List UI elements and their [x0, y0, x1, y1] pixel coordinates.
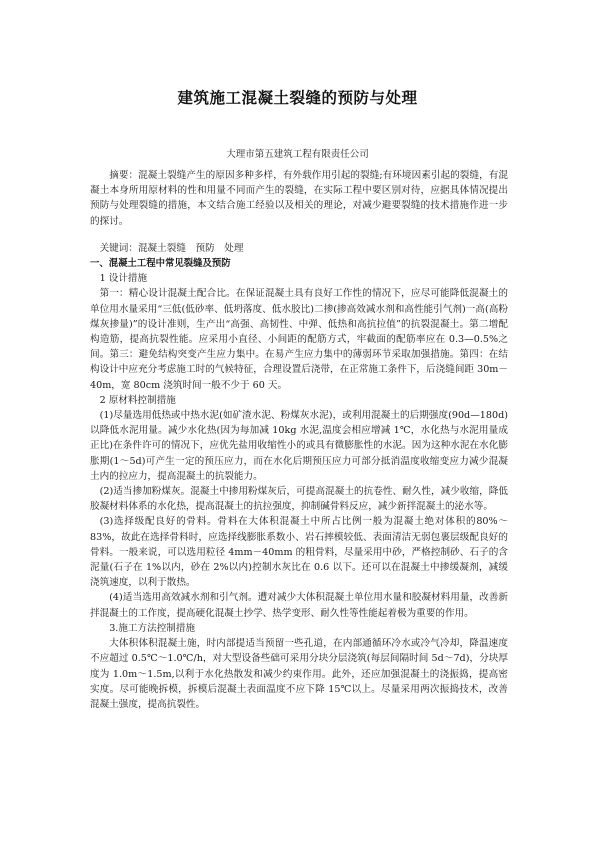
paragraph: (2)适当掺加粉煤灰。混凝土中掺用粉煤灰后，可提高混凝土的抗卷性、耐久性，减少收缩，降低胶凝材料体系的水化热，提高混凝土的抗拉强度，抑制碱骨料反应，减少新拌混凝土的泌水等。 [90, 486, 508, 513]
document-body [90, 168, 508, 712]
paragraph: (3)选择级配良好的骨料。骨料在大体积混凝土中所占比例一般为混凝土绝对体积的80%～83%，故此在选择骨料时，应选择线膨胀系数小、岩石摔模较低、表面清洁无弱包裹层级配良好的骨料。一般来说，可以选用粒径 4mm－40mm 的粗骨料，尽量采用中砂，严格控制砂、石子的含泥量(石子在 1%以内，砂在 2%以内)控制水灰比在 0.6 以下。还可以在混凝土中掺缓凝剂，减缓浇筑速度，以利于散热。 [90, 516, 508, 589]
paragraph: 大体积体积混凝土施，时内部提适当预留一些孔道，在内部通循环冷水或冷气冷却，降温速度不应超过 0.5℃～1.0℃/h，对大型设备些础可采用分块分层浇筑(每层间隔时间 5d～7d)，分块厚度为 1.0m～1.5m,以利于水化热散发和减少约束作用。此外，还应加强混凝土的浇振捣，提高密实度。尽可能晚拆模，拆模后混凝土表面温度不应下降 15℃以上。尽量采用两次振捣技术，改善混凝土强度，提高抗裂性。 [90, 638, 508, 710]
subsection-heading: 1 设计措施 [99, 273, 148, 285]
document-title: 建筑施工混凝土裂缝的预防与处理 [177, 89, 418, 107]
subsection-heading: 2 原材料控制措施 [99, 394, 176, 406]
abstract: 摘要：混凝土裂缝产生的原因多种多样，有外载作用引起的裂缝;有环境因素引起的裂缝，有混凝土本身所用原材料的性和用量不同而产生的裂缝，在实际工程中要区别对待，应据具体情况提出预防与处理裂缝的措施，本文结合施工经验以及相关的理论，对减少避要裂缝的技术措施作进一步的探讨。 [90, 170, 508, 227]
paragraph: 第一：精心设计混凝土配合比。在保证混凝土具有良好工作性的情况下，应尽可能降低混凝土的单位用水量采用“三低(低砂率、低坍落度、低水胶比)二掺(掺高效减水剂和高性能引气剂)一高(高粉煤灰掺量)”的设计准则，生产出“高强、高韧性、中弹、低热和高抗拉值”的抗裂混凝土。第二增配构造筋，提高抗裂性能。应采用小直径、小间距的配筋方式，牢截面的配筋率应在 0.3—0.5%之间。第三：避免结构突变产生应力集中。在易产生应力集中的薄弱环节采取加强措施。第四：在结构设计中应充分考虑施工时的气候特征，合理设置后浇带，在正常施工条件下，后浇缝间距 30m－40m，宽 80cm 浇筑时间一般不少于 60 天。 [90, 288, 508, 391]
section-heading: 一、混凝土工程中常见裂缝及预防 [90, 258, 231, 270]
affiliation: 大理市第五建筑工程有限责任公司 [226, 149, 369, 160]
paragraph: (1)尽量选用低热或中热水泥(如矿渣水泥、粉煤灰水泥)，或利用混凝土的后期强度(90d—180d)以降低水泥用量。减少水化热(因为每加减 10kg 水泥,温度会相应增减 1℃，水化热与水泥用量成正比)在条件许可的情况下，应优先盐用收缩性小的或具有微膨胀性的水泥。因为这种水泥在水化膨胀期(1～5d)可产生一定的预压应力，而在水化后期预压应力可部分抵消温度收缩变应力减少混凝土内的拉应力，提高混凝土的抗裂能力。 [90, 410, 508, 482]
subsection-heading: 3.施工方法控制措施 [109, 622, 196, 634]
keywords: 关键词：混凝土裂缝 预防 处理 [99, 242, 244, 254]
paragraph: (4)适当选用高效减水剂和引气剂。遭对减少大体积混凝土单位用水量和胶凝材料用量，改善新拌混凝土的工作度，提高硬化混凝土抄学、热学变形、耐久性等性能起着极为重要的作用。 [90, 592, 508, 619]
